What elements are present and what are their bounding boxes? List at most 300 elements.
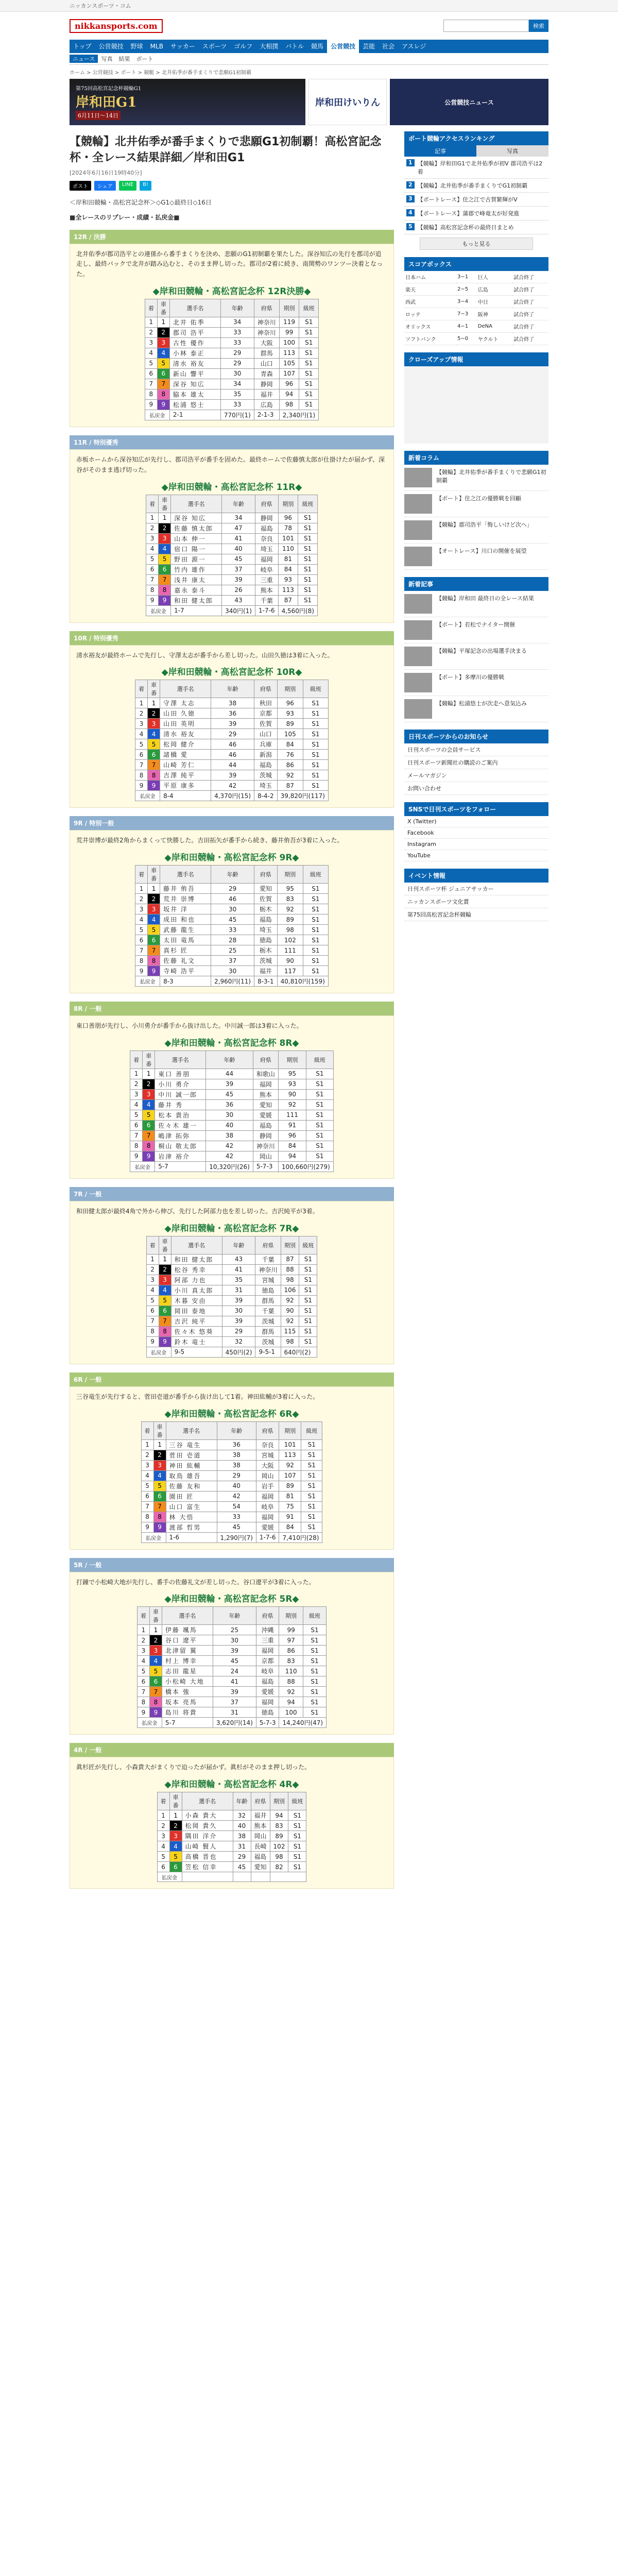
table-row	[146, 513, 318, 523]
table-cell: 33	[217, 1512, 256, 1522]
score-cell: 日本ハム	[404, 271, 456, 283]
news-item[interactable]	[404, 544, 548, 570]
race-summary: 北井佑季が郡司浩平との連係から番手まくりを決め、悲願のG1初制覇を果たした。深谷知広の先行を郡司が追走し、最終バックで北井が踏み込むと、そのまま押し切った。郡司が2着に続き、南関勢のワンツー決着となった。	[76, 250, 383, 278]
payout-cell: 2-1-3	[254, 410, 279, 420]
table-cell: 静岡	[254, 379, 279, 389]
score-cell: ロッテ	[404, 308, 456, 320]
table-cell: 4	[148, 729, 160, 739]
subnav-item[interactable]: 結果	[118, 56, 130, 62]
payout-cell: 払戻金	[146, 1347, 171, 1357]
table-cell: 39	[211, 719, 254, 729]
table-cell: 46	[211, 750, 254, 760]
table-cell: S1	[303, 894, 328, 904]
table-cell: S1	[303, 1707, 326, 1718]
ranking-item[interactable]	[404, 193, 548, 207]
table-cell: 9	[143, 1151, 155, 1161]
race-heading: 10R / 特別優秀	[70, 631, 394, 645]
table-cell: 101	[279, 1439, 301, 1450]
table-row	[146, 585, 318, 595]
table-cell: 9	[137, 1707, 149, 1718]
table-cell: 7	[135, 760, 148, 770]
table-cell: 39	[222, 1295, 255, 1306]
ranking-item[interactable]	[404, 221, 548, 234]
table-cell: 39	[213, 1646, 256, 1656]
breadcrumb-text[interactable]: ホーム > 公営競技 > ボート > 競艇 > 北井佑季が番手まくりで悲願G1初制覇	[70, 70, 252, 76]
event-link[interactable]: ニッカンスポーツ文化賞	[404, 895, 548, 908]
news-item[interactable]	[404, 617, 548, 643]
table-header-cell: 期別	[270, 1792, 288, 1810]
rider-name: 木暮 安由	[171, 1295, 222, 1306]
table-cell: 4	[143, 1099, 155, 1110]
payout-cell: 8-3	[160, 976, 211, 987]
notice-link[interactable]: お問い合わせ	[404, 782, 548, 795]
rider-name: 北井 佑季	[169, 317, 220, 327]
table-cell: 8	[143, 1141, 155, 1151]
table-cell: 45	[206, 1089, 253, 1099]
table-cell: 46	[211, 739, 254, 750]
table-cell: 6	[145, 368, 157, 379]
rider-name: 山田 英明	[160, 719, 211, 729]
rider-name: 神田 紘輔	[166, 1460, 217, 1470]
rider-name: 阿部 力也	[171, 1275, 222, 1285]
news-item[interactable]	[404, 465, 548, 491]
table-cell: 6	[157, 368, 169, 379]
table-cell: 83	[279, 1656, 303, 1666]
column-box	[404, 451, 548, 570]
tab-articles[interactable]: 記事	[404, 145, 476, 157]
table-cell: S1	[288, 1831, 306, 1841]
rider-name: 高橋 晋也	[182, 1852, 233, 1862]
table-cell: S1	[298, 523, 318, 533]
table-cell: 6	[146, 564, 159, 574]
table-cell: 1	[169, 1810, 182, 1821]
table-cell: 3	[169, 1831, 182, 1841]
race-table-title: ◆岸和田競輪・高松宮記念杯 7R◆	[164, 1223, 299, 1234]
table-cell: S1	[303, 1697, 326, 1707]
table-cell: 84	[278, 564, 298, 574]
score-cell: 4−1	[456, 320, 477, 333]
news-thumbnail	[404, 520, 432, 540]
news-thumbnail	[404, 673, 432, 692]
event-link[interactable]: 第75回高松宮記念杯競輪	[404, 908, 548, 921]
table-cell: S1	[303, 1666, 326, 1676]
table-cell: 92	[277, 770, 303, 781]
news-text: 【競輪】松浦悠士が次走へ意気込み	[436, 700, 527, 707]
table-cell: 87	[278, 595, 298, 605]
table-row	[141, 1439, 322, 1450]
table-cell: 84	[279, 1522, 301, 1532]
news-item[interactable]	[404, 643, 548, 670]
table-cell: 93	[278, 1079, 306, 1089]
rider-name: 取鳥 雄吾	[166, 1470, 217, 1481]
table-row	[146, 574, 318, 585]
score-row[interactable]	[404, 320, 548, 333]
table-cell: S1	[288, 1852, 306, 1862]
notice-link[interactable]: メールマガジン	[404, 769, 548, 782]
news-item[interactable]	[404, 591, 548, 617]
table-header-cell: 府県	[255, 495, 278, 513]
ranking-item[interactable]	[404, 207, 548, 221]
rider-name: 藤井 侑吾	[160, 884, 211, 894]
subnav-item[interactable]: ニュース	[70, 55, 98, 63]
table-cell: 98	[277, 925, 303, 935]
table-cell: 6	[149, 1676, 162, 1687]
table-cell: 98	[270, 1852, 288, 1862]
table-cell: 岡山	[253, 1151, 278, 1161]
payout-cell: 2-1	[169, 410, 220, 420]
table-row	[145, 337, 318, 348]
table-cell: 6	[130, 1120, 143, 1130]
share-button[interactable]: シェア	[94, 181, 116, 191]
ranking-more-button[interactable]: もっと見る	[420, 238, 533, 250]
news-thumbnail	[404, 547, 432, 566]
table-row	[137, 1666, 326, 1676]
column-title: 新着コラム	[404, 451, 548, 465]
table-cell: 82	[270, 1862, 288, 1872]
score-cell: 広島	[477, 283, 512, 296]
race-body	[70, 830, 394, 993]
table-cell: 43	[222, 595, 255, 605]
table-cell: 7	[148, 760, 160, 770]
follow-link[interactable]: X (Twitter)	[404, 816, 548, 827]
nav-item[interactable]: サッカー	[170, 43, 195, 50]
site-logo[interactable]: nikkansports.com	[70, 19, 163, 33]
table-row	[135, 945, 329, 956]
table-cell: 45	[222, 554, 255, 564]
score-cell: 西武	[404, 296, 456, 308]
nav-item[interactable]: バトル	[285, 43, 304, 50]
table-cell: 6	[153, 1491, 166, 1501]
score-row[interactable]	[404, 283, 548, 296]
nav-item[interactable]: アスレジ	[402, 43, 426, 50]
ranking-item[interactable]	[404, 157, 548, 179]
table-row	[135, 698, 329, 708]
table-cell: S1	[303, 1635, 326, 1646]
share-button[interactable]: ポスト	[70, 181, 91, 191]
news-text: 【競輪】郡司浩平「悔しいけど次へ」	[436, 521, 533, 528]
table-cell: 40	[222, 544, 255, 554]
table-row	[146, 1285, 317, 1295]
share-button[interactable]: LINE	[119, 181, 136, 191]
score-cell: 試合終了	[512, 333, 548, 345]
table-cell: S1	[306, 1069, 333, 1079]
table-header-cell: 車番	[153, 1421, 166, 1439]
table-cell: 54	[217, 1501, 256, 1512]
score-cell: 試合終了	[512, 283, 548, 296]
payout-cell: 払戻金	[141, 1532, 166, 1543]
event-link[interactable]: 日刊スポーツ杯 ジュニアサッカー	[404, 883, 548, 895]
payout-cell: 1-7-6	[255, 605, 278, 616]
payout-row	[145, 410, 318, 420]
table-row	[137, 1656, 326, 1666]
nav-item[interactable]: 公営競技	[98, 43, 124, 50]
table-header-cell: 年齢	[213, 1607, 256, 1625]
table-header-cell: 府県	[254, 299, 279, 317]
score-cell: 巨人	[477, 271, 512, 283]
table-cell: 29	[220, 348, 254, 358]
table-cell: 新潟	[254, 750, 278, 760]
news-item[interactable]	[404, 670, 548, 696]
table-cell: 7	[135, 945, 148, 956]
race-section	[70, 816, 394, 993]
table-header-cell: 選手名	[160, 866, 211, 884]
table-cell: 5	[157, 358, 169, 368]
table-cell: S1	[299, 1254, 317, 1264]
table-row	[135, 781, 329, 791]
table-cell: 42	[206, 1151, 253, 1161]
rider-name: 松谷 秀幸	[171, 1264, 222, 1275]
nav-item[interactable]: スポーツ	[202, 43, 227, 50]
table-cell: 6	[148, 935, 160, 945]
nav-item[interactable]: トップ	[73, 43, 92, 50]
news-item[interactable]	[404, 517, 548, 544]
table-row	[135, 750, 329, 760]
closeup-ads[interactable]	[404, 366, 548, 444]
score-cell: ヤクルト	[477, 333, 512, 345]
news-thumbnail	[404, 468, 432, 487]
table-row	[157, 1852, 306, 1862]
table-cell: 94	[270, 1810, 288, 1821]
score-cell: 5−0	[456, 333, 477, 345]
notice-link[interactable]: 日刊スポーツ新聞社の購読のご案内	[404, 756, 548, 769]
news-banner[interactable]: 公営競技ニュース	[390, 79, 548, 125]
table-header-cell: 選手名	[162, 1607, 213, 1625]
table-cell: 愛知	[253, 1099, 278, 1110]
ranking-text: 【ボートレース】住之江で古賀繁輝がV	[417, 196, 518, 203]
table-cell: 7	[148, 945, 160, 956]
race-result-table	[141, 1421, 323, 1543]
race-summary: 東口善朋が先行し、小川勇介が番手から抜け出した。中川誠一郎は3着に入った。	[76, 1022, 303, 1030]
rider-name: 三谷 竜生	[166, 1439, 217, 1450]
table-cell: 31	[233, 1841, 251, 1852]
table-cell: 83	[270, 1821, 288, 1831]
table-cell: 福岡	[256, 1491, 279, 1501]
rider-name: 嶋津 拓弥	[155, 1130, 206, 1141]
score-row[interactable]	[404, 271, 548, 283]
table-row	[146, 1336, 317, 1347]
nav-item[interactable]: 大相撲	[260, 43, 279, 50]
table-cell: 6	[141, 1491, 153, 1501]
race-summary: 荒井崇博が最終2角からまくって快勝した。吉田拓矢が番手から続き、藤井侑吾が3着に入った。	[76, 837, 344, 844]
payout-row	[141, 1532, 322, 1543]
race-heading: 7R / 一般	[70, 1187, 394, 1201]
payout-cell: 8-4	[160, 791, 211, 801]
race-section	[70, 1743, 394, 1889]
table-cell: 3	[135, 719, 148, 729]
table-cell: S1	[301, 1512, 322, 1522]
subnav-item[interactable]: 写真	[101, 56, 113, 62]
table-cell: 宮城	[256, 1450, 279, 1460]
table-cell: 5	[130, 1110, 143, 1120]
table-cell: 1	[146, 1254, 159, 1264]
rider-name: 松岡 貴久	[182, 1821, 233, 1831]
nav-item[interactable]: 社会	[382, 43, 395, 50]
score-cell: 2−5	[456, 283, 477, 296]
table-cell: 36	[206, 1099, 253, 1110]
payout-cell: 払戻金	[137, 1718, 162, 1728]
race-table-title: ◆岸和田競輪・高松宮記念杯 10R◆	[161, 667, 302, 678]
table-cell: 千葉	[255, 1254, 281, 1264]
table-cell: 4	[157, 1841, 169, 1852]
ranking-title: ボート競輪アクセスランキング	[404, 131, 548, 145]
table-cell: S1	[303, 739, 328, 750]
table-cell: 8	[135, 956, 148, 966]
table-cell: 90	[281, 1306, 299, 1316]
table-header-cell: 級班	[303, 1607, 326, 1625]
table-row	[130, 1089, 334, 1099]
table-cell: S1	[288, 1862, 306, 1872]
payout-cell: 4,560円(8)	[278, 605, 317, 616]
table-cell: S1	[306, 1110, 333, 1120]
table-cell: S1	[301, 1481, 322, 1491]
table-cell: 4	[149, 1656, 162, 1666]
rider-name: 佐々木 悠葵	[171, 1326, 222, 1336]
score-title: スコアボックス	[404, 257, 548, 271]
keirin-banner[interactable]: 岸和田けいりん	[308, 79, 387, 125]
table-cell: 92	[281, 1295, 299, 1306]
rider-name: 園田 匠	[166, 1491, 217, 1501]
table-cell: 三重	[255, 574, 278, 585]
nav-item[interactable]: 野球	[130, 43, 143, 50]
table-cell: S1	[299, 399, 319, 410]
race-result-table	[130, 1050, 334, 1172]
subnav-item[interactable]: ボート	[136, 56, 153, 62]
score-row[interactable]	[404, 333, 548, 345]
table-cell: 千葉	[255, 1306, 281, 1316]
news-item[interactable]	[404, 491, 548, 517]
table-header-cell: 級班	[288, 1792, 306, 1810]
table-cell: 福島	[255, 523, 278, 533]
table-row	[157, 1821, 306, 1831]
table-header-cell: 着	[146, 1236, 159, 1254]
race-body	[70, 244, 394, 427]
news-item[interactable]	[404, 696, 548, 722]
article-lead: ＜岸和田競輪・高松宮記念杯＞◇G1◇最終日◇16日	[70, 198, 212, 206]
race-body	[70, 1386, 394, 1550]
table-cell: 2	[141, 1450, 153, 1460]
table-cell: 9	[146, 595, 159, 605]
table-cell: 3	[148, 719, 160, 729]
search-button[interactable]: 検索	[529, 20, 548, 32]
event-banner-small: 第75回高松宮記念杯競輪G1	[76, 86, 142, 92]
table-header-cell: 級班	[303, 866, 328, 884]
rider-name: 佐藤 友和	[166, 1481, 217, 1491]
table-cell: 96	[278, 1130, 306, 1141]
follow-link[interactable]: Facebook	[404, 827, 548, 839]
nav-item[interactable]: 公営競技	[327, 40, 359, 53]
nav-item[interactable]: 競馬	[311, 43, 324, 50]
table-cell: 岡山	[256, 1470, 279, 1481]
table-cell: S1	[301, 1460, 322, 1470]
payout-cell: 1-7	[171, 605, 222, 616]
follow-link[interactable]: YouTube	[404, 850, 548, 861]
table-cell: 117	[277, 966, 303, 976]
table-cell: 102	[270, 1841, 288, 1852]
table-header-cell: 級班	[306, 1050, 333, 1069]
table-cell: 25	[211, 945, 254, 956]
table-row	[130, 1130, 334, 1141]
table-cell: 2	[135, 708, 148, 719]
search-input[interactable]	[443, 20, 529, 32]
news-text: 【競輪】平塚記念の出場選手決まる	[436, 648, 527, 654]
table-cell: 岐阜	[256, 1501, 279, 1512]
table-cell: 107	[279, 1470, 301, 1481]
table-cell: 栃木	[254, 945, 278, 956]
table-cell: 5	[146, 1295, 159, 1306]
table-cell: 38	[206, 1130, 253, 1141]
table-cell: 39	[222, 574, 255, 585]
table-cell: 30	[213, 1635, 256, 1646]
score-row[interactable]	[404, 308, 548, 320]
ranking-item[interactable]	[404, 179, 548, 193]
table-header-cell: 車番	[159, 495, 171, 513]
table-cell: 6	[143, 1120, 155, 1130]
table-row	[157, 1862, 306, 1872]
tab-photos[interactable]: 写真	[476, 145, 548, 157]
table-cell: 95	[277, 884, 303, 894]
rider-name: 菅田 壱道	[166, 1450, 217, 1460]
notice-link[interactable]: 日刊スポーツの会員サービス	[404, 743, 548, 756]
race-summary: 三谷竜生が先行すると、菅田壱道が番手から抜け出して1着。神田紘輔が3着に入った。	[76, 1393, 319, 1400]
nav-item[interactable]: 芸能	[363, 43, 375, 50]
rider-name: 山口 富生	[166, 1501, 217, 1512]
table-header-cell: 期別	[277, 866, 303, 884]
follow-link[interactable]: Instagram	[404, 839, 548, 850]
table-cell: 96	[277, 698, 303, 708]
rider-name: 小松崎 大地	[162, 1676, 213, 1687]
event-banner[interactable]	[70, 79, 305, 125]
score-cell: オリックス	[404, 320, 456, 333]
nav-item[interactable]: MLB	[150, 43, 163, 50]
table-cell: 111	[278, 1110, 306, 1120]
table-cell: 4	[159, 1285, 171, 1295]
table-cell: 111	[277, 945, 303, 956]
table-row	[145, 368, 318, 379]
table-cell: 113	[278, 585, 298, 595]
share-button[interactable]: B!	[140, 181, 151, 191]
rider-name: 山田 久徳	[160, 708, 211, 719]
rider-name: 中川 誠一郎	[155, 1089, 206, 1099]
sub-nav	[70, 53, 548, 65]
table-cell: 42	[211, 781, 254, 791]
table-row	[146, 533, 318, 544]
latest-box	[404, 577, 548, 722]
payout-cell: 払戻金	[130, 1161, 155, 1172]
table-cell: 3	[153, 1460, 166, 1470]
rider-name: 竹内 雄作	[171, 564, 222, 574]
rider-name: 浅井 康太	[171, 574, 222, 585]
search-box	[443, 20, 548, 32]
score-row[interactable]	[404, 296, 548, 308]
table-cell: 福島	[253, 1120, 278, 1130]
table-row	[146, 1306, 317, 1316]
news-text: 【ボート】住之江の優勝戦を回顧	[436, 495, 521, 502]
ranking-number: 4	[406, 209, 415, 216]
payout-cell: 5-7	[162, 1718, 213, 1728]
nav-item[interactable]: ゴルフ	[234, 43, 253, 50]
table-header-cell: 選手名	[155, 1050, 206, 1069]
table-cell: 神奈川	[254, 327, 279, 337]
table-cell: 秋田	[254, 698, 278, 708]
table-cell: 29	[211, 884, 254, 894]
notice-title: 日刊スポーツからのお知らせ	[404, 730, 548, 743]
rider-name: 諸橋 愛	[160, 750, 211, 760]
race-heading: 6R / 一般	[70, 1372, 394, 1386]
table-cell: 群馬	[255, 1295, 281, 1306]
race-section	[70, 1002, 394, 1179]
table-cell: S1	[303, 698, 328, 708]
payout-cell	[182, 1872, 233, 1882]
